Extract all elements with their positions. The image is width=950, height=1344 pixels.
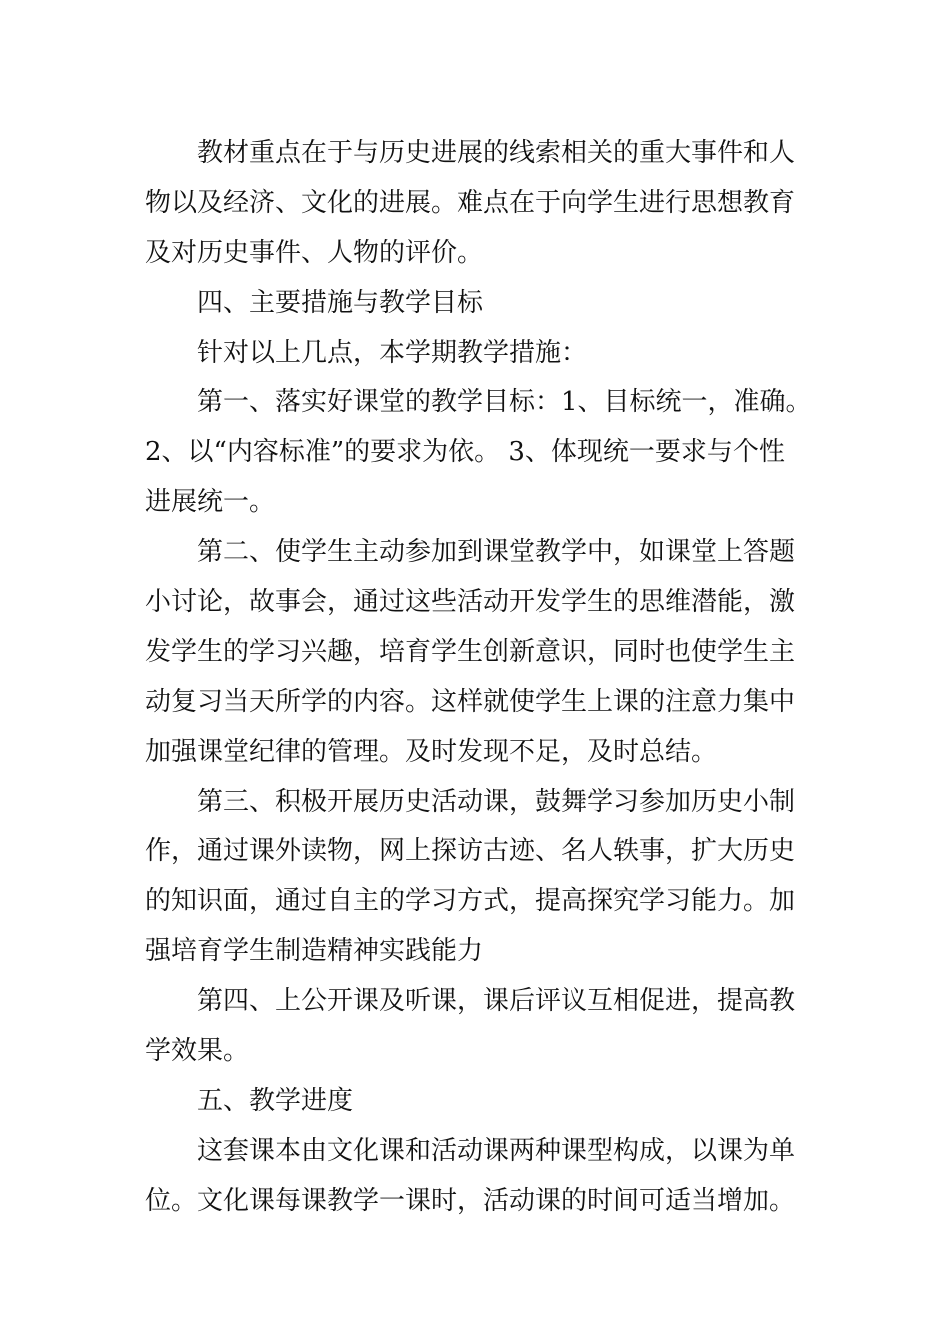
text-line-11: 发学生的学习兴趣，培育学生创新意识，同时也使学生主	[145, 636, 796, 667]
text-line-10: 小讨论，故事会，通过这些活动开发学生的思维潜能，激	[145, 587, 796, 618]
text-line-7: 2、以“内容标准”的要求为依。 3、体现统一要求与个性	[145, 437, 785, 468]
text-line-5: 针对以上几点，本学期教学措施：	[197, 337, 588, 368]
section-heading-20: 五、教学进度	[197, 1085, 354, 1116]
text-line-19: 学效果。	[145, 1036, 250, 1067]
text-line-1: 教材重点在于与历史进展的线索相关的重大事件和人	[197, 138, 796, 168]
document-body	[145, 129, 810, 1227]
text-line-13: 加强课堂纪律的管理。及时发现不足，及时总结。	[145, 736, 718, 767]
text-line-17: 强培育学生制造精神实践能力	[145, 936, 484, 967]
text-line-22: 位。文化课每课教学一课时，活动课的时间可适当增加。	[145, 1185, 796, 1216]
text-line-16: 的知识面，通过自主的学习方式，提高探究学习能力。加	[145, 886, 796, 917]
text-line-6: 第一、落实好课堂的教学目标：1、目标统一，准确。	[197, 387, 812, 418]
text-line-18: 第四、上公开课及听课，课后评议互相促进，提高教	[197, 986, 796, 1017]
text-line-14: 第三、积极开展历史活动课，鼓舞学习参加历史小制	[197, 786, 796, 817]
text-line-3: 及对历史事件、人物的评价。	[145, 237, 484, 268]
text-line-8: 进展统一。	[145, 487, 276, 518]
text-line-21: 这套课本由文化课和活动课两种课型构成，以课为单	[197, 1135, 796, 1166]
text-line-2: 物以及经济、文化的进展。难点在于向学生进行思想教育	[145, 187, 796, 218]
section-heading-4: 四、主要措施与教学目标	[197, 287, 484, 318]
text-line-9: 第二、使学生主动参加到课堂教学中，如课堂上答题	[197, 537, 796, 568]
text-line-12: 动复习当天所学的内容。这样就使学生上课的注意力集中	[145, 686, 796, 717]
text-line-15: 作，通过课外读物，网上探访古迹、名人轶事，扩大历史	[145, 836, 796, 867]
